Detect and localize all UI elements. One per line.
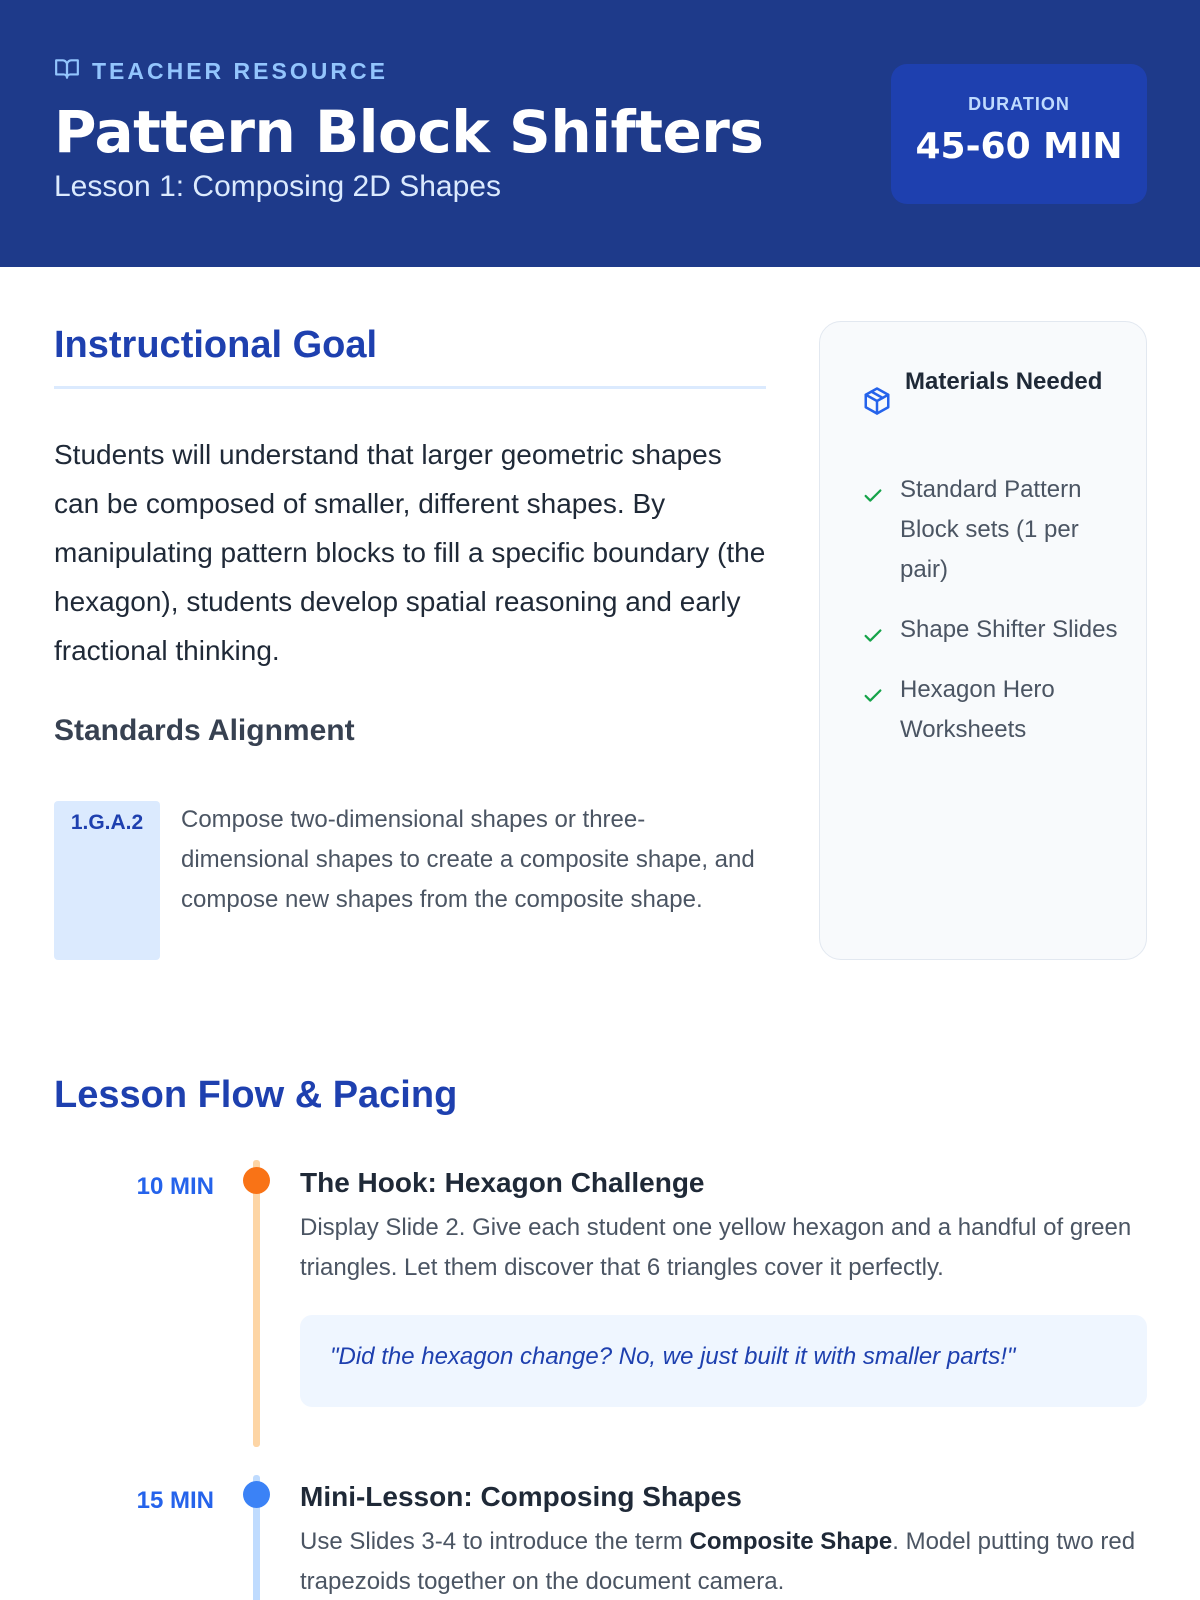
step-1-title: The Hook: Hexagon Challenge [300,1167,705,1198]
goal-text: Students will understand that larger geometric shapes can be composed of smaller, different shapes. By manipulating pattern blocks to fill a specific boundary (the hexagon), students develop spatial reasoning and early fractional thinking. [54,439,766,666]
timeline-dot-1 [243,1167,270,1194]
check-icon [862,480,884,502]
standards-heading: Standards Alignment [54,714,355,747]
goal-heading: Instructional Goal [54,324,378,366]
book-open-icon [54,56,80,87]
step-1-quote [300,1315,1147,1407]
step-2-description-start: Use Slides 3-4 to introduce the term [300,1528,690,1555]
duration-value: 45-60 MIN [915,126,1123,167]
material-label: Hexagon Hero Worksheets [900,676,1055,743]
step-2-title: Mini-Lesson: Composing Shapes [300,1481,742,1512]
lesson-header [0,0,1200,267]
eyebrow-text: TEACHER RESOURCE [92,58,388,84]
page-subtitle: Lesson 1: Composing 2D Shapes [54,170,501,203]
materials-list [862,470,1132,770]
timeline-line-1 [253,1160,260,1447]
quote-text: "Did the hexagon change? No, we just built it with smaller parts!" [330,1343,1016,1370]
duration-badge [891,64,1147,204]
step-1-description: Display Slide 2. Give each student one yellow hexagon and a handful of green triangles. Let them discover that 6 triangles cover it perfectly. [300,1214,1132,1281]
list-item [862,610,1132,650]
check-icon [862,680,884,702]
material-label: Standard Pattern Block sets (1 per pair) [900,476,1082,583]
eyebrow [54,56,388,87]
list-item [862,470,1132,590]
standard-description: Compose two-dimensional shapes or three-dimensional shapes to create a composite shape, and compose new shapes from the composite shape. [181,806,755,913]
check-icon [862,620,884,642]
timeline-dot-2 [243,1481,270,1508]
duration-label: DURATION [968,94,1070,114]
package-icon [862,386,892,416]
flow-heading: Lesson Flow & Pacing [54,1074,458,1116]
materials-card [819,321,1147,960]
materials-title: Materials Needed [905,368,1103,395]
standard-code-badge [54,801,160,960]
step-2-description-end: . Model putting two red trapezoids together on the document camera. [300,1528,1136,1595]
material-label: Shape Shifter Slides [900,616,1118,643]
page-title: Pattern Block Shifters [54,98,764,166]
composite-shape-term: Composite Shape [689,1528,893,1555]
step-2-description [300,1522,1150,1600]
step-1-time: 10 MIN [136,1173,214,1200]
step-2-time: 15 MIN [136,1487,214,1514]
standard-code: 1.G.A.2 [70,811,144,834]
list-item [862,670,1132,750]
goal-divider [54,386,766,389]
